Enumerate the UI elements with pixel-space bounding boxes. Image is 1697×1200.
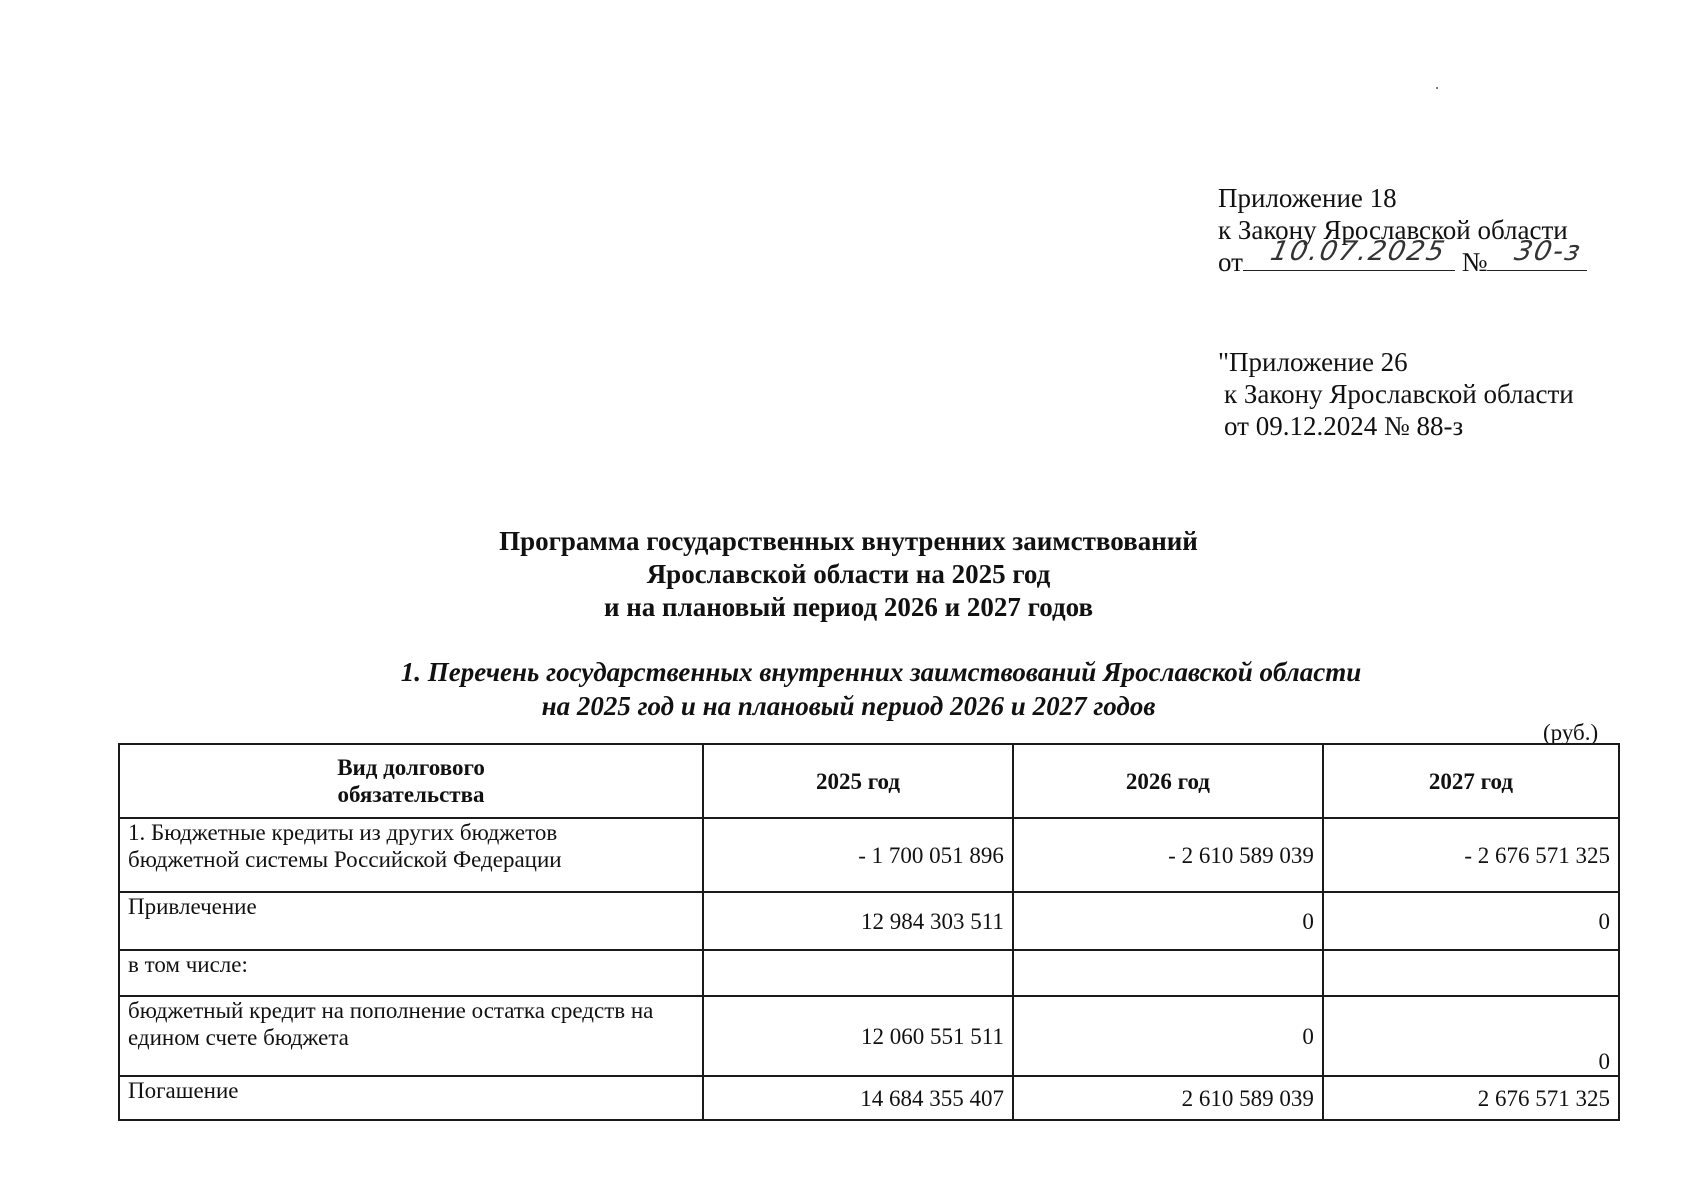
- row-label: Привлечение: [119, 892, 703, 950]
- section-heading-line-1: 1. Перечень государственных внутренних заимствований Ярославской области: [400, 657, 1362, 687]
- appendix-18-block: [1218, 182, 1587, 278]
- cell-2025: 14 684 355 407: [703, 1076, 1013, 1120]
- number-prefix: №: [1461, 247, 1488, 277]
- handwritten-date: 10.07.2025: [1267, 236, 1449, 267]
- table-row: [119, 950, 1619, 996]
- cell-2025: - 1 700 051 896: [703, 818, 1013, 892]
- table-row: [119, 996, 1619, 1076]
- handwritten-number: 30-з: [1512, 236, 1586, 267]
- appendix-26-date: от 09.12.2024 № 88-з: [1224, 411, 1464, 441]
- header-2025: 2025 год: [703, 744, 1013, 818]
- section-heading: [0, 655, 1697, 723]
- document-title: [0, 525, 1697, 624]
- cell-2025: [703, 950, 1013, 996]
- appendix-18-law: к Закону Ярославской области: [1218, 215, 1568, 245]
- borrowings-table: [118, 743, 1620, 1121]
- section-heading-line-2: на 2025 год и на плановый период 2026 и 2027 годов: [541, 691, 1156, 721]
- cell-2027: 2 676 571 325: [1323, 1076, 1619, 1120]
- cell-2027: 0: [1323, 996, 1619, 1076]
- header-2026: 2026 год: [1013, 744, 1323, 818]
- cell-2025: 12 984 303 511: [703, 892, 1013, 950]
- row-label-line-1: бюджетный кредит на пополнение остатка средств на: [128, 998, 654, 1023]
- appendix-26-block: [1218, 346, 1574, 442]
- cell-2026: 2 610 589 039: [1013, 1076, 1323, 1120]
- cell-2026: 0: [1013, 892, 1323, 950]
- row-label: в том числе:: [119, 950, 703, 996]
- table-header-row: [119, 744, 1619, 818]
- appendix-26-law: к Закону Ярославской области: [1224, 379, 1574, 409]
- header-debt-type-line-2: обязательства: [337, 782, 485, 807]
- cell-2027: - 2 676 571 325: [1323, 818, 1619, 892]
- row-label: Погашение: [119, 1076, 703, 1120]
- date-prefix: от: [1218, 247, 1243, 277]
- table-row: [119, 1076, 1619, 1120]
- title-line-2: Ярославской области на 2025 год: [646, 559, 1051, 589]
- header-2027: 2027 год: [1323, 744, 1619, 818]
- header-debt-type-line-1: Вид долгового: [337, 755, 485, 780]
- header-debt-type: [119, 744, 703, 818]
- appendix-26-title: "Приложение 26: [1218, 347, 1408, 377]
- cell-2026: 0: [1013, 996, 1323, 1076]
- row-label: [119, 996, 703, 1076]
- row-label-line-2: бюджетной системы Российской Федерации: [128, 847, 562, 872]
- row-label: [119, 818, 703, 892]
- date-fill-line: [1243, 236, 1455, 271]
- currency-unit: (руб.): [1543, 720, 1599, 745]
- table-row: [119, 892, 1619, 950]
- title-line-1: Программа государственных внутренних заимствований: [499, 526, 1198, 556]
- title-line-3: и на плановый период 2026 и 2027 годов: [603, 592, 1094, 622]
- table-row: [119, 818, 1619, 892]
- cell-2026: [1013, 950, 1323, 996]
- row-label-line-2: едином счете бюджета: [128, 1025, 349, 1050]
- cell-2027: [1323, 950, 1619, 996]
- appendix-18-title: Приложение 18: [1218, 183, 1397, 213]
- cell-2027: 0: [1323, 892, 1619, 950]
- cell-2025: 12 060 551 511: [703, 996, 1013, 1076]
- appendix-18-date-number: [1218, 236, 1587, 278]
- row-label-line-1: 1. Бюджетные кредиты из других бюджетов: [128, 820, 558, 845]
- cell-2026: - 2 610 589 039: [1013, 818, 1323, 892]
- number-fill-line: [1487, 236, 1587, 271]
- scan-speck: [1436, 87, 1438, 89]
